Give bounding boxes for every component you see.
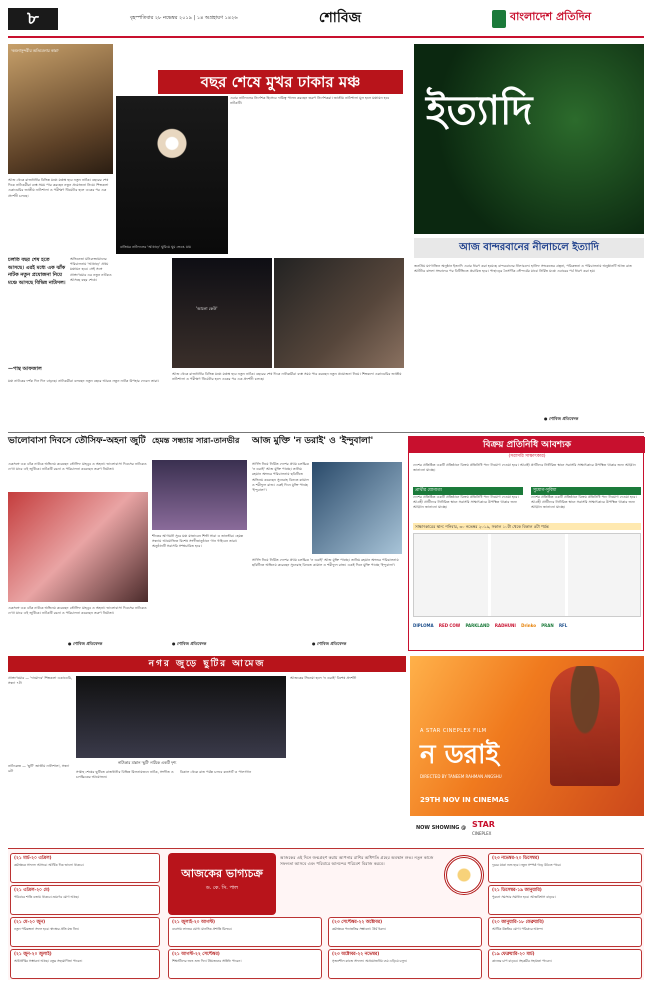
- movie-showing-bar: [410, 816, 644, 844]
- lead-caption-mid: বাতিঘর নাট্যদলের 'আষাঢ়ে' ঘুমিয়ে ঘুম ভেঙে যায়: [120, 245, 192, 250]
- zodiac-text: সৃজনশীল কাজে সাফল্য। অপ্রয়োজনীয় ব্যয় এড়িয়ে চলুন।: [332, 958, 407, 963]
- lead-highlight: চলতি বছর শেষ হতে আসছে। এরই মধ্যে এক ঝাঁক নাটক নতুন প্রযোজনা নিয়ে মঞ্চে আসছে বিভিন্ন নাট্যদল।: [8, 257, 66, 286]
- recruit-footer: সাক্ষাৎকারের স্থান: শনিবার, ৩০ নভেম্বর ২০১৯, সকাল ১০টা থেকে বিকাল ৫টা পর্যন্ত: [413, 523, 641, 530]
- recruit-subheading: (সরাসরি সাক্ষাৎকার): [508, 454, 546, 459]
- zodiac-text: অর্থপ্রাপ্তির সম্ভাবনা আছে। বন্ধুর সহযোগিতা পাবেন।: [14, 958, 83, 963]
- recruit-req-title: প্রার্থীর যোগ্যতা: [413, 487, 523, 495]
- zodiac-date: (২১ আগস্ট-২২ সেপ্টেম্বর): [172, 952, 220, 957]
- lead-byline: —পান্থ আফজাল: [8, 366, 42, 372]
- brand-5: Drinko: [521, 623, 536, 628]
- recruit-benefit-title: সুযোগ-সুবিধা: [531, 487, 641, 495]
- divider: [8, 432, 644, 433]
- valentine-headline: ভালোবাসা দিবসে তৌসিফ-অহনা জুটি: [8, 436, 146, 446]
- lead-story: [8, 44, 408, 429]
- movie-cineplex-logo: CINEPLEX: [472, 831, 492, 836]
- masthead: [0, 0, 650, 40]
- lead-body-2: অভিনেতা মনিরুজ্জামানের পরিচালনায় 'আষাঢ়ে' প্রথম মঞ্চায়ন হবে। সেই সঙ্গে প্রাঙ্গণেমোর এর নতুন নাটকও আসছে বছর শেষে।: [70, 257, 112, 282]
- recruit-ad: [408, 436, 644, 651]
- movie-ad: [410, 656, 644, 844]
- recruit-req-body: দেশের প্রতিষ্ঠিত একটি প্রতিষ্ঠানে বিক্রয় প্রতিনিধি পদে নিয়োগ দেওয়া হবে। আগ্রহী প্রার্থীদের নির্ধারিত স্থানে সরাসরি সাক্ষাৎকারে উপস্থিত থাকার জন্য আহ্বান জানানো যাচ্ছে।: [413, 495, 519, 510]
- city-banner: নগর জুড়ে ছুটির আমেজ: [8, 656, 406, 672]
- movie-poster-figure: [550, 666, 620, 786]
- zodiac-text: নতুন পরিকল্পনা সফল হবে। স্বাস্থ্যের প্রতি যত্ন নিন।: [14, 926, 79, 931]
- zodiac-meen: [488, 949, 642, 979]
- zodiac-dhanu: [488, 853, 642, 883]
- zodiac-text: পুরনো সমস্যার সমাধান হবে। আত্মবিশ্বাস বাড়বে।: [492, 894, 556, 899]
- horoscope-title: আজকের ভাগ্যচক্র: [181, 867, 263, 880]
- recruit-brands: [413, 623, 641, 647]
- horoscope: [8, 848, 644, 980]
- zodiac-text: কর্মক্ষেত্রে সাফল্য আসবে। আর্থিক দিক ভালো থাকবে।: [14, 862, 84, 867]
- brand-6: PRAN: [541, 623, 554, 628]
- valentine-byline: ● শোবিজ প্রতিবেদক: [68, 641, 103, 646]
- no-dorai-photo: [312, 462, 402, 554]
- ittadi-byline: ● শোবিজ প্রতিবেদক: [544, 416, 579, 421]
- recruit-benefit-body: দেশের প্রতিষ্ঠিত একটি প্রতিষ্ঠানে বিক্রয় প্রতিনিধি পদে নিয়োগ দেওয়া হবে। আগ্রহী প্রার্থীদের নির্ধারিত স্থানে সরাসরি সাক্ষাৎকারে উপস্থিত থাকার জন্য আহ্বান জানানো যাচ্ছে।: [531, 495, 637, 510]
- movie-star-logo: STAR: [472, 820, 495, 829]
- zodiac-date: (২১ ডিসেম্বর-১৯ জানুয়ারি): [492, 888, 542, 893]
- zodiac-karkat: [10, 949, 160, 979]
- city-section: [8, 674, 406, 844]
- zodiac-text: কর্মক্ষেত্রে পদোন্নতির সম্ভাবনা। ধৈর্য ধরুন।: [332, 926, 386, 931]
- zodiac-brisha: [10, 885, 160, 915]
- section-name: শোবিজ: [318, 10, 362, 26]
- zodiac-kumbha: [488, 917, 642, 947]
- zodiac-date: (২১ মার্চ-২০ এপ্রিল): [14, 856, 52, 861]
- movie-director: DIRECTED BY TANEEM RAHMAN ANGSHU: [420, 774, 502, 779]
- hemanta-story: [152, 436, 247, 651]
- zodiac-date: (২০ জানুয়ারি-১৮ ফেব্রুয়ারি): [492, 920, 544, 925]
- zodiac-text: পরিবারে শান্তি বজায় থাকবে। ভ্রমণের যোগ আছে।: [14, 894, 79, 899]
- zodiac-mesh: [10, 853, 160, 883]
- city-photo: [76, 676, 286, 758]
- lead-body-1: আজ থেকে রাজধানীর বিভিন্ন মঞ্চে মঞ্চস্থ হবে নতুন নাটক। বছরের শেষ দিকে নাট্যকর্মীরা ব্যস্ত সময় পার করছেন নতুন প্রযোজনা নিয়ে। শিল্পকলা একাডেমির জাতীয় নাট্যশালা ও পরীক্ষণ থিয়েটার হলে একের পর এক প্রদর্শনী চলছে।: [8, 178, 109, 198]
- lead-body-3: মঞ্চ নাটকের দর্শক দিন দিন বাড়ছে। নাট্যকর্মীরা বলছেন নতুন বছরে আরও নতুন নাটক উপহার দেবেন তারা।: [8, 379, 159, 383]
- no-dorai-headline: আজ মুক্তি 'ন ডরাই' ও 'ইন্দুবালা': [252, 436, 374, 446]
- lead-body-4: এবার নাট্যদলের নির্দেশক হিসেবে দায়িত্ব পালন করছেন তরুণ নির্দেশকরা। জাতীয় নাট্যশালা মূল হলে মঞ্চায়ন হবে নাটকটি।: [230, 96, 390, 106]
- zodiac-singha: [168, 917, 322, 947]
- recruit-office-grid: [413, 533, 641, 617]
- no-dorai-byline: ● শোবিজ প্রতিবেদক: [312, 641, 347, 646]
- no-dorai-story: [252, 436, 402, 651]
- brand-2: RED COW: [438, 623, 461, 628]
- ittadi-photo: [414, 44, 644, 234]
- no-dorai-body: সার্ফিং নিয়ে নির্মিত দেশের প্রথম চলচ্চিত্র 'ন ডরাই' আজ মুক্তি পাচ্ছে। তানিম রহমান অংশুর পরিচালনায় ছবিটিতে অভিনয় করেছেন সুনেরাহ বিনতে কামাল ও শরীফুল রাজ। একই দিনে মুক্তি পাচ্ছে 'ইন্দুবালা'।: [252, 462, 310, 493]
- zodiac-text: আর্থিক উন্নতির যোগ। পরিবারে আনন্দ।: [492, 926, 544, 931]
- zodiac-text: কাজের চাপ বাড়বে। সহকর্মীর সহায়তা পাবেন।: [492, 958, 552, 963]
- hemanta-byline: ● শোবিজ প্রতিবেদক: [172, 641, 207, 646]
- ittadi-body: জনপ্রিয় ম্যাগাজিন অনুষ্ঠান ইত্যাদি এবার ধারণ করা হয়েছে বান্দরবানের নীলাচলে। হানিফ সংকেতের গ্রন্থনা, পরিকল্পনা ও পরিচালনায় অনুষ্ঠানটি আজ রাত আটটার বাংলা সংবাদের পর বিটিভিতে প্রচারিত হবে। পাহাড়ের নৈসর্গিক সৌন্দর্যের মাঝে নির্মিত মঞ্চে এবারের পর্ব ধারণ করা হয়।: [414, 264, 632, 274]
- zodiac-date: (১৯ ফেব্রুয়ারি-২০ মার্চ): [492, 952, 535, 957]
- zodiac-text: শিক্ষার্থীদের জন্য শুভ দিন। প্রিয়জনের সান্নিধ্য পাবেন।: [172, 958, 242, 963]
- lead-photo-dancer: [116, 96, 228, 254]
- brand-7: RFL: [558, 623, 568, 628]
- page-number: ৮: [8, 8, 58, 30]
- lead-headline: বছর শেষে মুখর ঢাকার মঞ্চ: [200, 73, 361, 91]
- lead-photo-top: [8, 44, 113, 174]
- ittadi-headline: আজ বান্দরবানের নীলাচলে ইত্যাদি: [414, 238, 644, 258]
- city-block-5: আজকের সিনেমা হলে 'ন ডরাই' বিশেষ প্রদর্শনী: [290, 676, 357, 680]
- movie-presenter: A STAR CINEPLEX FILM: [420, 728, 487, 734]
- zodiac-tula: [328, 917, 482, 947]
- hemanta-photo: [152, 460, 247, 530]
- horoscope-intro: আজকের এই দিনে জন্মগ্রহণ করায় আপনার রাশির অধিপতি গ্রহের অবস্থান শুভ। নতুন কাজে সফলতা আসবে এবং পরিবারে আনন্দের পরিবেশ বিরাজ করবে।: [280, 855, 434, 867]
- date-line: বৃহস্পতিবার ২৮ নভেম্বর ২০১৯ | ১৪ অগ্রহায়ণ ১৪২৬: [130, 15, 238, 21]
- zodiac-kanya: [168, 949, 322, 979]
- zodiac-brishchik: [328, 949, 482, 979]
- city-block-2: নাট্যকেন্দ্র — 'ছুটি' জাতীয় নাট্যশালা, সন্ধ্যা ৬টা: [8, 764, 70, 774]
- movie-title: ন ডরাই: [420, 740, 500, 770]
- lead-headline-box: [158, 70, 403, 94]
- horoscope-title-box: [168, 853, 276, 915]
- zodiac-date: (২৩ নভেম্বর-২০ ডিসেম্বর): [492, 856, 540, 861]
- zodiac-date: (২১ জুন-২০ জুলাই): [14, 952, 52, 957]
- city-block-1: প্রাঙ্গণেমোর — 'দামোদর' শিল্পকলা একাডেমি, সন্ধ্যা ৭টা: [8, 676, 73, 686]
- zodiac-mithun: [10, 917, 160, 947]
- paper-logo-icon: [492, 10, 506, 28]
- lead-caption-bottom: 'আলো কেউ': [196, 306, 218, 311]
- brand-3: PARKLAND: [465, 623, 490, 628]
- zodiac-text: দূরের যাত্রা শুভ হবে। নতুন সম্পর্ক গড়ে উঠতে পারে।: [492, 862, 561, 867]
- horoscope-author: ড. কে. সি. পাল: [205, 884, 239, 891]
- ittadi-story: [414, 44, 644, 429]
- city-caption: নাট্যকার মান্নান 'ছুটি' নাটকে একটি দৃশ্য: [118, 760, 177, 765]
- city-block-4: বিকাল থেকে রাত পর্যন্ত চলবে কনসার্ট ও পালাগান: [180, 770, 252, 774]
- valentine-photo: [8, 492, 148, 602]
- zodiac-date: (২১ এপ্রিল-২০ মে): [14, 888, 50, 893]
- masthead-rule: [8, 36, 644, 38]
- valentine-story: [8, 436, 148, 651]
- zodiac-date: (২১ মে-২০ জুন): [14, 920, 46, 925]
- lead-body-5: আজ থেকে রাজধানীর বিভিন্ন মঞ্চে মঞ্চস্থ হবে নতুন নাটক। বছরের শেষ দিকে নাট্যকর্মীরা ব্যস্ত সময় পার করছেন নতুন প্রযোজনা নিয়ে। শিল্পকলা একাডেমির জাতীয় নাট্যশালা ও পরীক্ষণ থিয়েটার হলে একের পর এক প্রদর্শনী চলছে।: [172, 372, 402, 382]
- lead-photo-stage: [172, 258, 272, 368]
- lead-caption-top: 'কমলাসুন্দরীর অতিবেলার কান্না': [11, 48, 59, 53]
- lead-photo-group: [274, 258, 404, 368]
- no-dorai-body-2: সার্ফিং নিয়ে নির্মিত দেশের প্রথম চলচ্চিত্র 'ন ডরাই' আজ মুক্তি পাচ্ছে। তানিম রহমান অংশুর পরিচালনায় ছবিটিতে অভিনয় করেছেন সুনেরাহ বিনতে কামাল ও শরীফুল রাজ। একই দিনে মুক্তি পাচ্ছে 'ইন্দুবালা'।: [252, 558, 399, 568]
- brand-4: RADHUNI: [494, 623, 516, 628]
- valentine-body: একসঙ্গে এক ঝাঁক নাটকে অভিনয় করেছেন তৌসিফ মাহবুব ও অহনা। ভালোবাসা দিবসের নাটকেও দেখা যাবে এই জুটিকে। নাটকটি রচনা ও পরিচালনা করেছেন তরুণ নির্মাতা।: [8, 462, 147, 472]
- zodiac-wheel-icon: [444, 855, 484, 895]
- zodiac-date: (২৩ অক্টোবর-২২ নভেম্বর): [332, 952, 380, 957]
- ittadi-title-art: ইত্যাদি: [426, 88, 533, 134]
- zodiac-date: (২৩ সেপ্টেম্বর-২২ অক্টোবর): [332, 920, 383, 925]
- paper-name: বাংলাদেশ প্রতিদিন: [510, 10, 592, 23]
- city-block-3: সপ্তাহ শেষের ছুটিতে রাজধানীর বিভিন্ন মিলনায়তনে নাটক, সংগীত ও চলচ্চিত্রের আয়োজন।: [76, 770, 174, 780]
- movie-release: 29TH NOV IN CINEMAS: [420, 796, 509, 804]
- hemanta-headline: হেমন্ত সন্ধ্যায় সারা-তানভীর: [152, 436, 240, 445]
- zodiac-makar: [488, 885, 642, 915]
- recruit-body: দেশের প্রতিষ্ঠিত একটি প্রতিষ্ঠানে বিক্রয় প্রতিনিধি পদে নিয়োগ দেওয়া হবে। আগ্রহী প্রার্থীদের নির্ধারিত স্থানে সরাসরি সাক্ষাৎকারে উপস্থিত থাকার জন্য আহ্বান জানানো যাচ্ছে।: [413, 463, 636, 473]
- hemanta-body: শীতের আগমনী সুরে মঞ্চ মাতাবেন শিল্পী সারা ও তানভীর। হেমন্ত সন্ধ্যায় আয়োজিত বিশেষ সংগীতানুষ্ঠানে গান গাইবেন তারা। অনুষ্ঠানটি সরাসরি সম্প্রচারিত হবে।: [152, 534, 244, 549]
- zodiac-date: (২১ জুলাই-২০ আগস্ট): [172, 920, 216, 925]
- zodiac-text: ব্যবসায় লাভের যোগ। মানসিক প্রশান্তি মিলবে।: [172, 926, 232, 931]
- movie-showing: NOW SHOWING @: [416, 825, 467, 831]
- brand-1: DIPLOMA: [413, 623, 434, 628]
- valentine-body-2: একসঙ্গে এক ঝাঁক নাটকে অভিনয় করেছেন তৌসিফ মাহবুব ও অহনা। ভালোবাসা দিবসের নাটকেও দেখা যাবে এই জুটিকে। নাটকটি রচনা ও পরিচালনা করেছেন তরুণ নির্মাতা।: [8, 606, 147, 616]
- recruit-headline: বিক্রয় প্রতিনিধি আবশ্যক: [409, 437, 645, 453]
